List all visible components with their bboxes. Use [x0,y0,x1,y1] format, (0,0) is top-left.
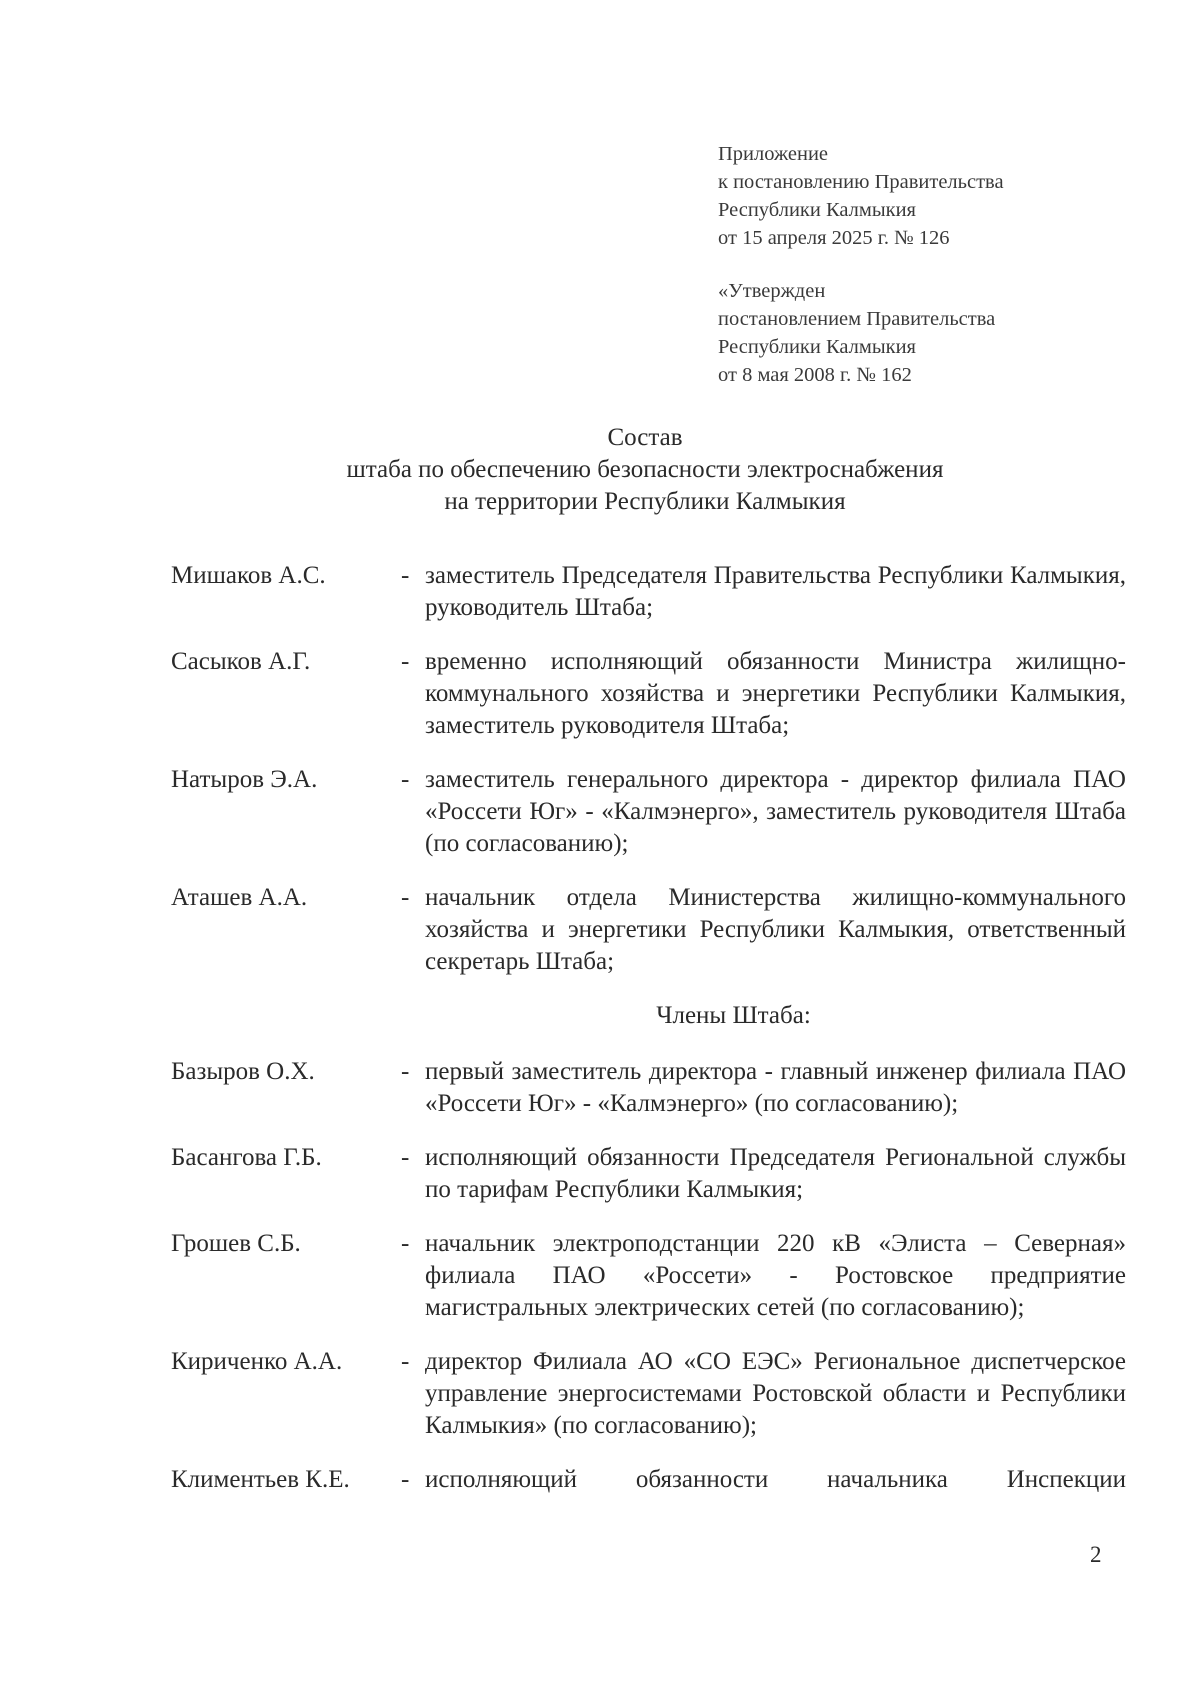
document-title [0,422,1200,518]
page-number: 2 [1090,1542,1102,1567]
appendix-line: к постановлению Правительства [718,171,1004,193]
list-item [171,1464,1126,1496]
appendix-block [718,140,1004,389]
list-item [171,1142,1126,1206]
person-position: директор Филиала АО «СО ЕЭС» Региональное диспетчерское управление энергосистемами Ростовской области и Республики Калмыкия» (по согласованию); [425,1348,1126,1439]
person-name: Базыров О.Х. [171,1058,315,1085]
person-name: Грошев С.Б. [171,1230,301,1257]
person-position: заместитель генерального директора - директор филиала ПАО «Россети Юг» - «Калмэнерго», заместитель руководителя Штаба (по согласованию); [425,766,1126,857]
dash: - [401,884,410,911]
person-name: Сасыков А.Г. [171,648,311,675]
person-name: Аташев А.А. [171,884,308,911]
dash: - [401,648,410,675]
list-item [171,646,1126,742]
appendix-line: от 15 апреля 2025 г. № 126 [718,227,950,249]
staff-composition-list [171,560,1126,1518]
person-position: исполняющий обязанности Председателя Региональной службы по тарифам Республики Калмыкия; [425,1144,1126,1203]
person-position: временно исполняющий обязанности Министра жилищно-коммунального хозяйства и энергетики Республики Калмыкия, заместитель руководителя Штаба; [425,648,1126,739]
dash: - [401,1144,410,1171]
approved-line: «Утвержден [718,280,826,302]
list-item [171,1346,1126,1442]
person-position: первый заместитель директора - главный инженер филиала ПАО «Россети Юг» - «Калмэнерго» (по согласованию); [425,1058,1126,1117]
list-item [171,1056,1126,1120]
person-position: заместитель Председателя Правительства Республики Калмыкия, руководитель Штаба; [425,562,1126,621]
approved-line: постановлением Правительства [718,308,996,330]
person-position: начальник отдела Министерства жилищно-коммунального хозяйства и энергетики Республики Калмыкия, ответственный секретарь Штаба; [425,884,1126,975]
dash: - [401,1466,410,1493]
members-heading: Члены Штаба: [656,1002,811,1029]
title-line: на территории Республики Калмыкия [444,488,846,515]
person-name: Натыров Э.А. [171,766,318,793]
person-name: Кириченко А.А. [171,1348,343,1375]
person-name: Климентьев К.Е. [171,1466,350,1493]
approved-line: Республики Калмыкия [718,336,916,358]
approved-line: от 8 мая 2008 г. № 162 [718,364,912,386]
appendix-line: Приложение [718,143,829,165]
person-position: начальник электроподстанции 220 кВ «Элиста – Северная» филиала ПАО «Россети» - Ростовское предприятие магистральных электрических сетей (по согласованию); [425,1230,1126,1321]
person-name: Басангова Г.Б. [171,1144,322,1171]
list-item [171,560,1126,624]
person-name: Мишаков А.С. [171,562,326,589]
dash: - [401,562,410,589]
title-line: штаба по обеспечению безопасности электроснабжения [346,456,944,483]
dash: - [401,1230,410,1257]
dash: - [401,1348,410,1375]
list-item [171,764,1126,860]
list-item [171,882,1126,978]
person-position: исполняющий обязанности начальника Инспекции [425,1466,1126,1493]
dash: - [401,766,410,793]
title-line: Состав [607,424,683,451]
dash: - [401,1058,410,1085]
list-item [171,1228,1126,1324]
appendix-line: Республики Калмыкия [718,199,916,221]
